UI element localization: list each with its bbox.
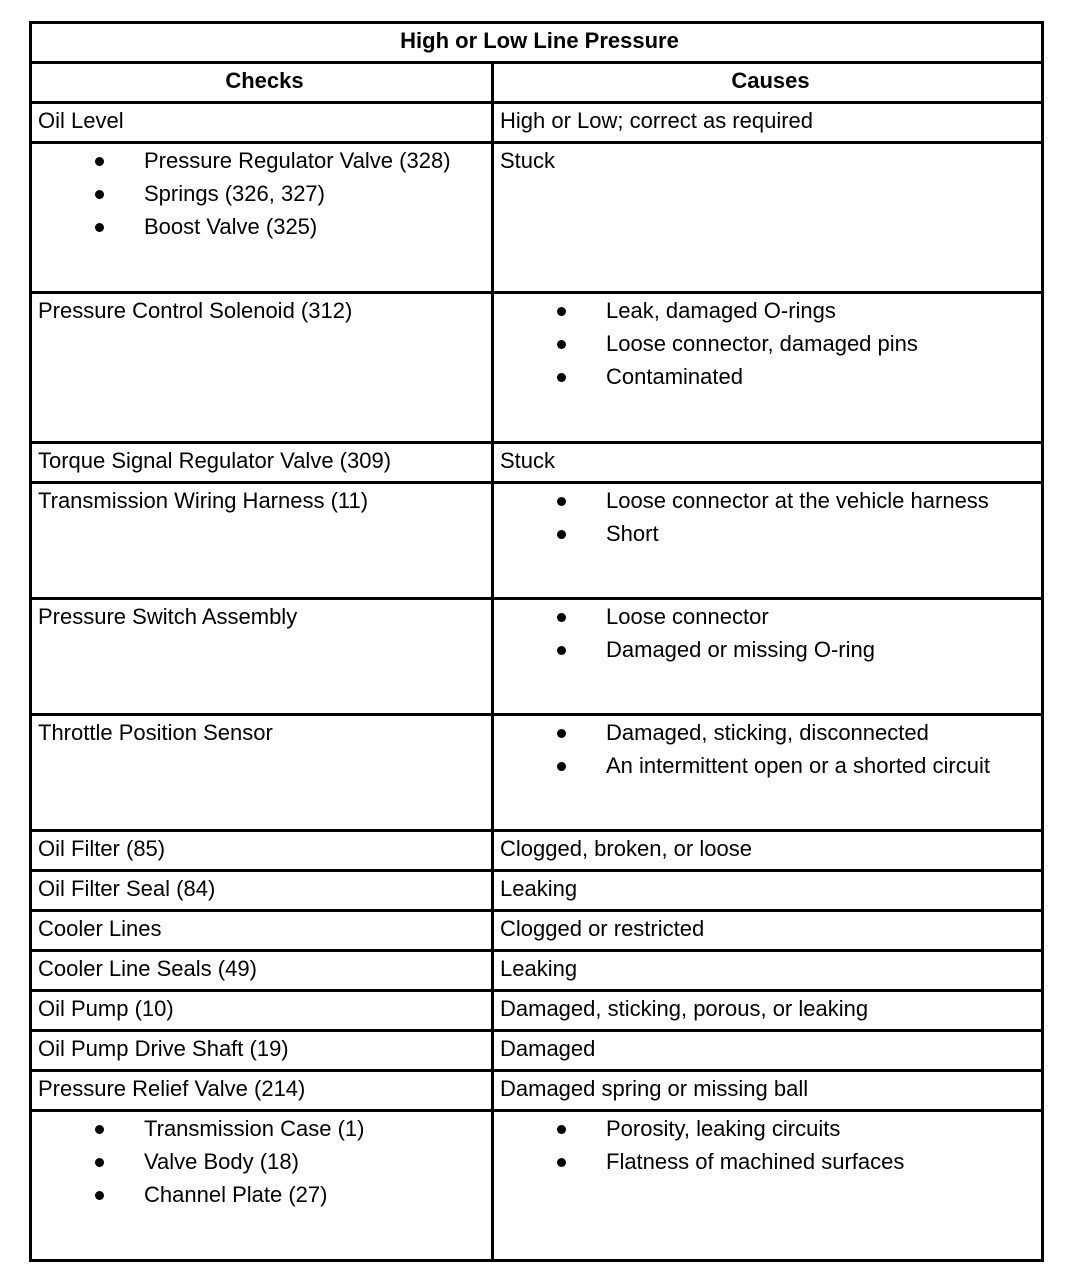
cause-list-item	[500, 749, 1041, 782]
bullet-icon	[557, 1158, 566, 1167]
table-row	[31, 599, 1043, 715]
table-row	[31, 991, 1043, 1031]
check-cell: Pressure Relief Valve (214)	[31, 1071, 493, 1111]
check-item-text: Boost Valve (325)	[144, 214, 318, 239]
cause-cell-list	[493, 715, 1043, 831]
table-row	[31, 1111, 1043, 1261]
cause-item-text: An intermittent open or a shorted circuit	[606, 753, 990, 778]
table-row	[31, 103, 1043, 143]
check-cell: Pressure Switch Assembly	[31, 599, 493, 715]
cause-item-text: Damaged or missing O-ring	[606, 637, 875, 662]
check-item-text: Springs (326, 327)	[144, 181, 325, 206]
table-row	[31, 911, 1043, 951]
table-row	[31, 1031, 1043, 1071]
cause-cell: Stuck	[493, 143, 1043, 293]
bullet-icon	[95, 157, 104, 166]
cause-cell: Damaged	[493, 1031, 1043, 1071]
cause-item-text: Leak, damaged O-rings	[606, 298, 836, 323]
bullet-icon	[557, 340, 566, 349]
cause-item-text: Loose connector	[606, 604, 769, 629]
check-cell: Torque Signal Regulator Valve (309)	[31, 443, 493, 483]
check-list-item	[38, 1178, 491, 1211]
cause-item-text: Loose connector, damaged pins	[606, 331, 918, 356]
cause-item-text: Damaged, sticking, disconnected	[606, 720, 929, 745]
table-row	[31, 443, 1043, 483]
cause-list-item	[500, 600, 1041, 633]
cause-item-text: Porosity, leaking circuits	[606, 1116, 841, 1141]
table-row	[31, 483, 1043, 599]
bullet-icon	[557, 497, 566, 506]
bullet-icon	[557, 646, 566, 655]
cause-bullet-list	[500, 1112, 1041, 1178]
cause-cell: Leaking	[493, 871, 1043, 911]
check-cell: Cooler Lines	[31, 911, 493, 951]
cause-cell: Stuck	[493, 443, 1043, 483]
cause-cell: High or Low; correct as required	[493, 103, 1043, 143]
check-cell: Oil Pump Drive Shaft (19)	[31, 1031, 493, 1071]
cause-list-item	[500, 517, 1041, 550]
cause-cell: Clogged or restricted	[493, 911, 1043, 951]
table-body	[31, 103, 1043, 1261]
cause-bullet-list	[500, 600, 1041, 666]
cause-bullet-list	[500, 716, 1041, 782]
cause-list-item	[500, 1145, 1041, 1178]
check-cell: Oil Level	[31, 103, 493, 143]
column-header-causes: Causes	[493, 63, 1043, 103]
check-list-item	[38, 1112, 491, 1145]
check-list-item	[38, 210, 491, 243]
cause-item-text: Contaminated	[606, 364, 743, 389]
check-cell-list	[31, 143, 493, 293]
cause-cell: Leaking	[493, 951, 1043, 991]
cause-cell: Damaged, sticking, porous, or leaking	[493, 991, 1043, 1031]
cause-list-item	[500, 327, 1041, 360]
bullet-icon	[557, 530, 566, 539]
cause-cell-list	[493, 1111, 1043, 1261]
cause-cell: Clogged, broken, or loose	[493, 831, 1043, 871]
check-cell: Oil Filter Seal (84)	[31, 871, 493, 911]
table-title: High or Low Line Pressure	[31, 23, 1043, 63]
cause-bullet-list	[500, 484, 1041, 550]
check-bullet-list	[38, 1112, 491, 1211]
bullet-icon	[557, 1125, 566, 1134]
bullet-icon	[95, 1158, 104, 1167]
check-cell: Transmission Wiring Harness (11)	[31, 483, 493, 599]
column-header-checks: Checks	[31, 63, 493, 103]
table-row	[31, 951, 1043, 991]
table-row	[31, 715, 1043, 831]
bullet-icon	[557, 613, 566, 622]
table-row	[31, 293, 1043, 443]
bullet-icon	[557, 729, 566, 738]
table-row	[31, 831, 1043, 871]
line-pressure-diagnosis-table	[29, 21, 1044, 1262]
cause-cell: Damaged spring or missing ball	[493, 1071, 1043, 1111]
check-cell: Oil Pump (10)	[31, 991, 493, 1031]
cause-cell-list	[493, 483, 1043, 599]
check-item-text: Pressure Regulator Valve (328)	[144, 148, 451, 173]
bullet-icon	[557, 307, 566, 316]
cause-item-text: Short	[606, 521, 659, 546]
check-item-text: Transmission Case (1)	[144, 1116, 365, 1141]
check-cell: Throttle Position Sensor	[31, 715, 493, 831]
cause-bullet-list	[500, 294, 1041, 393]
check-item-text: Channel Plate (27)	[144, 1182, 328, 1207]
cause-list-item	[500, 484, 1041, 517]
check-cell: Pressure Control Solenoid (312)	[31, 293, 493, 443]
check-list-item	[38, 144, 491, 177]
cause-item-text: Flatness of machined surfaces	[606, 1149, 905, 1174]
check-bullet-list	[38, 144, 491, 243]
check-cell: Cooler Line Seals (49)	[31, 951, 493, 991]
bullet-icon	[95, 1125, 104, 1134]
check-cell-list	[31, 1111, 493, 1261]
table-row	[31, 1071, 1043, 1111]
cause-item-text: Loose connector at the vehicle harness	[606, 488, 989, 513]
cause-cell-list	[493, 599, 1043, 715]
bullet-icon	[95, 223, 104, 232]
table-row	[31, 143, 1043, 293]
check-cell: Oil Filter (85)	[31, 831, 493, 871]
cause-list-item	[500, 633, 1041, 666]
bullet-icon	[557, 373, 566, 382]
cause-list-item	[500, 360, 1041, 393]
bullet-icon	[95, 1191, 104, 1200]
table-row	[31, 871, 1043, 911]
bullet-icon	[95, 190, 104, 199]
cause-list-item	[500, 1112, 1041, 1145]
cause-list-item	[500, 716, 1041, 749]
bullet-icon	[557, 762, 566, 771]
check-list-item	[38, 177, 491, 210]
check-list-item	[38, 1145, 491, 1178]
cause-list-item	[500, 294, 1041, 327]
cause-cell-list	[493, 293, 1043, 443]
check-item-text: Valve Body (18)	[144, 1149, 299, 1174]
